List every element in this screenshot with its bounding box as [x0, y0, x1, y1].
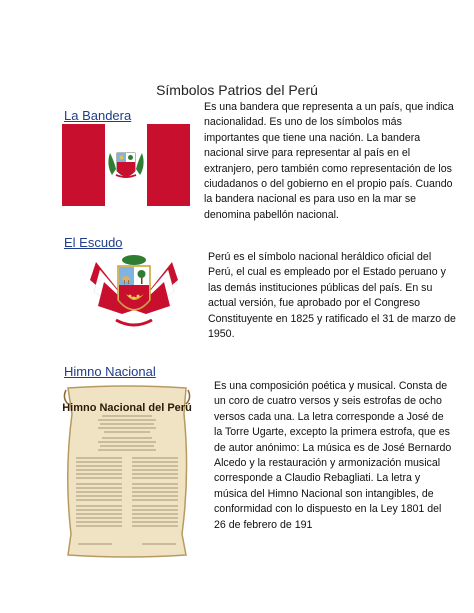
- text-line: denomina pabellón nacional.: [204, 208, 339, 221]
- text-line: ciudadanos o del gobierno en el propio país. Cuando: [204, 178, 453, 191]
- text-line: 26 de febrero de 191: [214, 518, 313, 531]
- anthem-scroll-image: [62, 384, 192, 559]
- text-line: Es una composición poética y musical. Consta de: [214, 380, 448, 392]
- text-line: conformidad con lo dispuesto en la Ley 1801 del: [214, 503, 442, 516]
- page-title: Símbolos Patrios del Perú: [156, 82, 318, 98]
- text-line: 1950.: [208, 328, 235, 341]
- text-line: nacionalidad. Es uno de los símbolos más: [204, 116, 402, 129]
- anthem-image-title: Himno Nacional del Perú: [62, 402, 192, 414]
- text-line: música del Himno Nacional son intangibles, de: [214, 487, 434, 500]
- text-line: actual versión, fue aprobado por el Congreso: [208, 297, 421, 310]
- text-line: la bandera nacional es para uso en la mar se: [204, 193, 417, 206]
- paragraph-himno: [214, 379, 451, 533]
- coat-of-arms-image: [86, 250, 182, 336]
- text-line: Perú, el cual es empleado por el Estado peruano y: [208, 266, 446, 279]
- text-line: versos cada una. La letra corresponde a José de: [214, 410, 444, 423]
- text-line: la Torre Ugarte, excepto la primera estrofa, que es: [214, 426, 450, 439]
- paragraph-bandera: [204, 100, 454, 223]
- section-heading-bandera: La Bandera: [64, 108, 132, 123]
- text-line: corresponde a Claudio Rebagliati. La letra y: [214, 472, 421, 485]
- text-line: las demás instituciones públicas del país. En su: [208, 281, 433, 294]
- text-line: de autor anónimo: La música es de José Bernardo: [214, 441, 452, 454]
- section-heading-himno: Himno Nacional: [64, 364, 156, 379]
- text-line: nacional sirve para representar al país en el: [204, 147, 411, 160]
- text-line: Es una bandera que representa a un país, que indica: [204, 101, 454, 113]
- text-line: Perú es el símbolo nacional heráldico oficial del: [208, 251, 432, 263]
- peru-flag-image: [62, 124, 190, 206]
- text-line: Constituyente en 1825 y ratificado el 31 de marzo de: [208, 312, 456, 325]
- text-line: un coro de cuatro versos y seis estrofas de ocho: [214, 395, 442, 408]
- text-line: extranjero, pero también como representación de los: [204, 162, 452, 175]
- text-line: importantes que tiene una nación. La bandera: [204, 131, 421, 144]
- section-heading-escudo: El Escudo: [64, 235, 123, 250]
- paragraph-escudo: [208, 250, 456, 342]
- text-line: Alcedo y la restauración y armonización musical: [214, 457, 441, 470]
